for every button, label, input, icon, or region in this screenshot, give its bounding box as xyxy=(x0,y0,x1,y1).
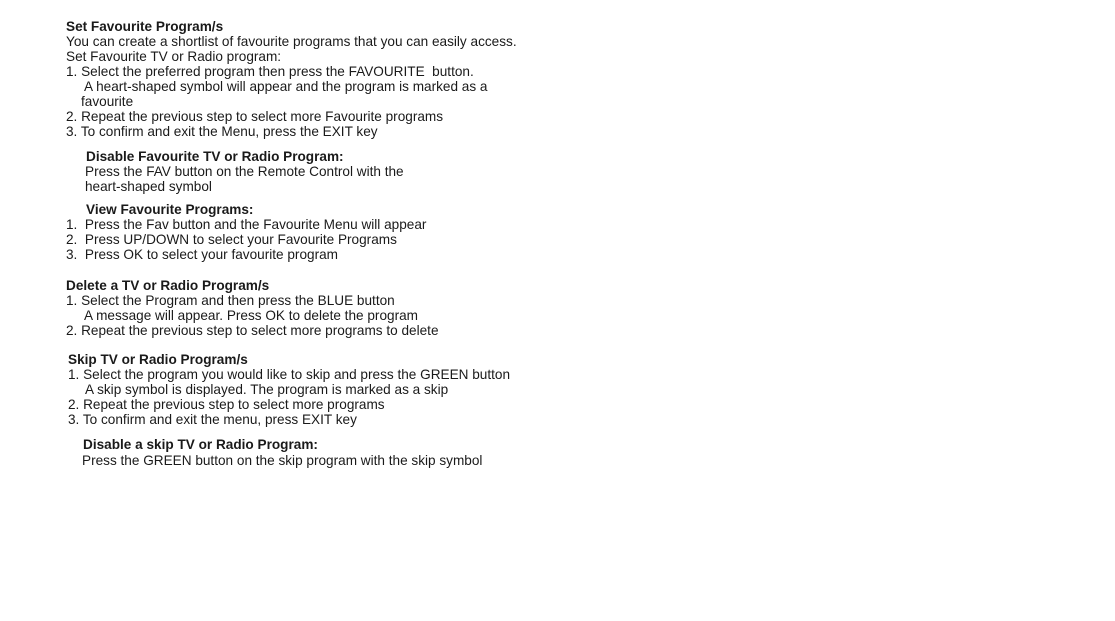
skip-program-step-1-note: A skip symbol is displayed. The program is marked as a skip xyxy=(85,382,449,397)
view-favourite-heading: View Favourite Programs: xyxy=(86,202,254,217)
skip-program-step-2: 2. Repeat the previous step to select more programs xyxy=(68,397,385,412)
set-favourite-step-1-note: A heart-shaped symbol will appear and the program is marked as a xyxy=(84,79,488,94)
skip-program-heading: Skip TV or Radio Program/s xyxy=(68,352,248,367)
delete-program-step-2: 2. Repeat the previous step to select more programs to delete xyxy=(66,323,439,338)
delete-program-step-1-note: A message will appear. Press OK to delete the program xyxy=(84,308,418,323)
skip-program-step-1: 1. Select the program you would like to skip and press the GREEN button xyxy=(68,367,511,382)
delete-program-heading: Delete a TV or Radio Program/s xyxy=(66,278,270,293)
set-favourite-heading: Set Favourite Program/s xyxy=(66,19,224,34)
view-favourite-step-2: 2. Press UP/DOWN to select your Favourite Programs xyxy=(66,232,397,247)
view-favourite-step-3: 3. Press OK to select your favourite program xyxy=(66,247,338,262)
view-favourite-step-1: 1. Press the Fav button and the Favourite Menu will appear xyxy=(66,217,427,232)
set-favourite-step-2: 2. Repeat the previous step to select more Favourite programs xyxy=(66,109,444,124)
delete-program-step-1: 1. Select the Program and then press the BLUE button xyxy=(66,293,395,308)
set-favourite-step-1-note-cont: favourite xyxy=(81,94,134,109)
set-favourite-intro: You can create a shortlist of favourite programs that you can easily access. xyxy=(66,34,517,49)
disable-skip-text: Press the GREEN button on the skip program with the skip symbol xyxy=(82,453,483,468)
set-favourite-step-1: 1. Select the preferred program then press the FAVOURITE button. xyxy=(66,64,474,79)
disable-favourite-heading: Disable Favourite TV or Radio Program: xyxy=(86,149,344,164)
set-favourite-step-3: 3. To confirm and exit the Menu, press the EXIT key xyxy=(66,124,378,139)
disable-favourite-text-cont: heart-shaped symbol xyxy=(85,179,212,194)
disable-favourite-text: Press the FAV button on the Remote Control with the xyxy=(85,164,404,179)
skip-program-step-3: 3. To confirm and exit the menu, press EXIT key xyxy=(68,412,357,427)
set-favourite-subintro: Set Favourite TV or Radio program: xyxy=(66,49,282,64)
disable-skip-heading: Disable a skip TV or Radio Program: xyxy=(83,437,318,452)
